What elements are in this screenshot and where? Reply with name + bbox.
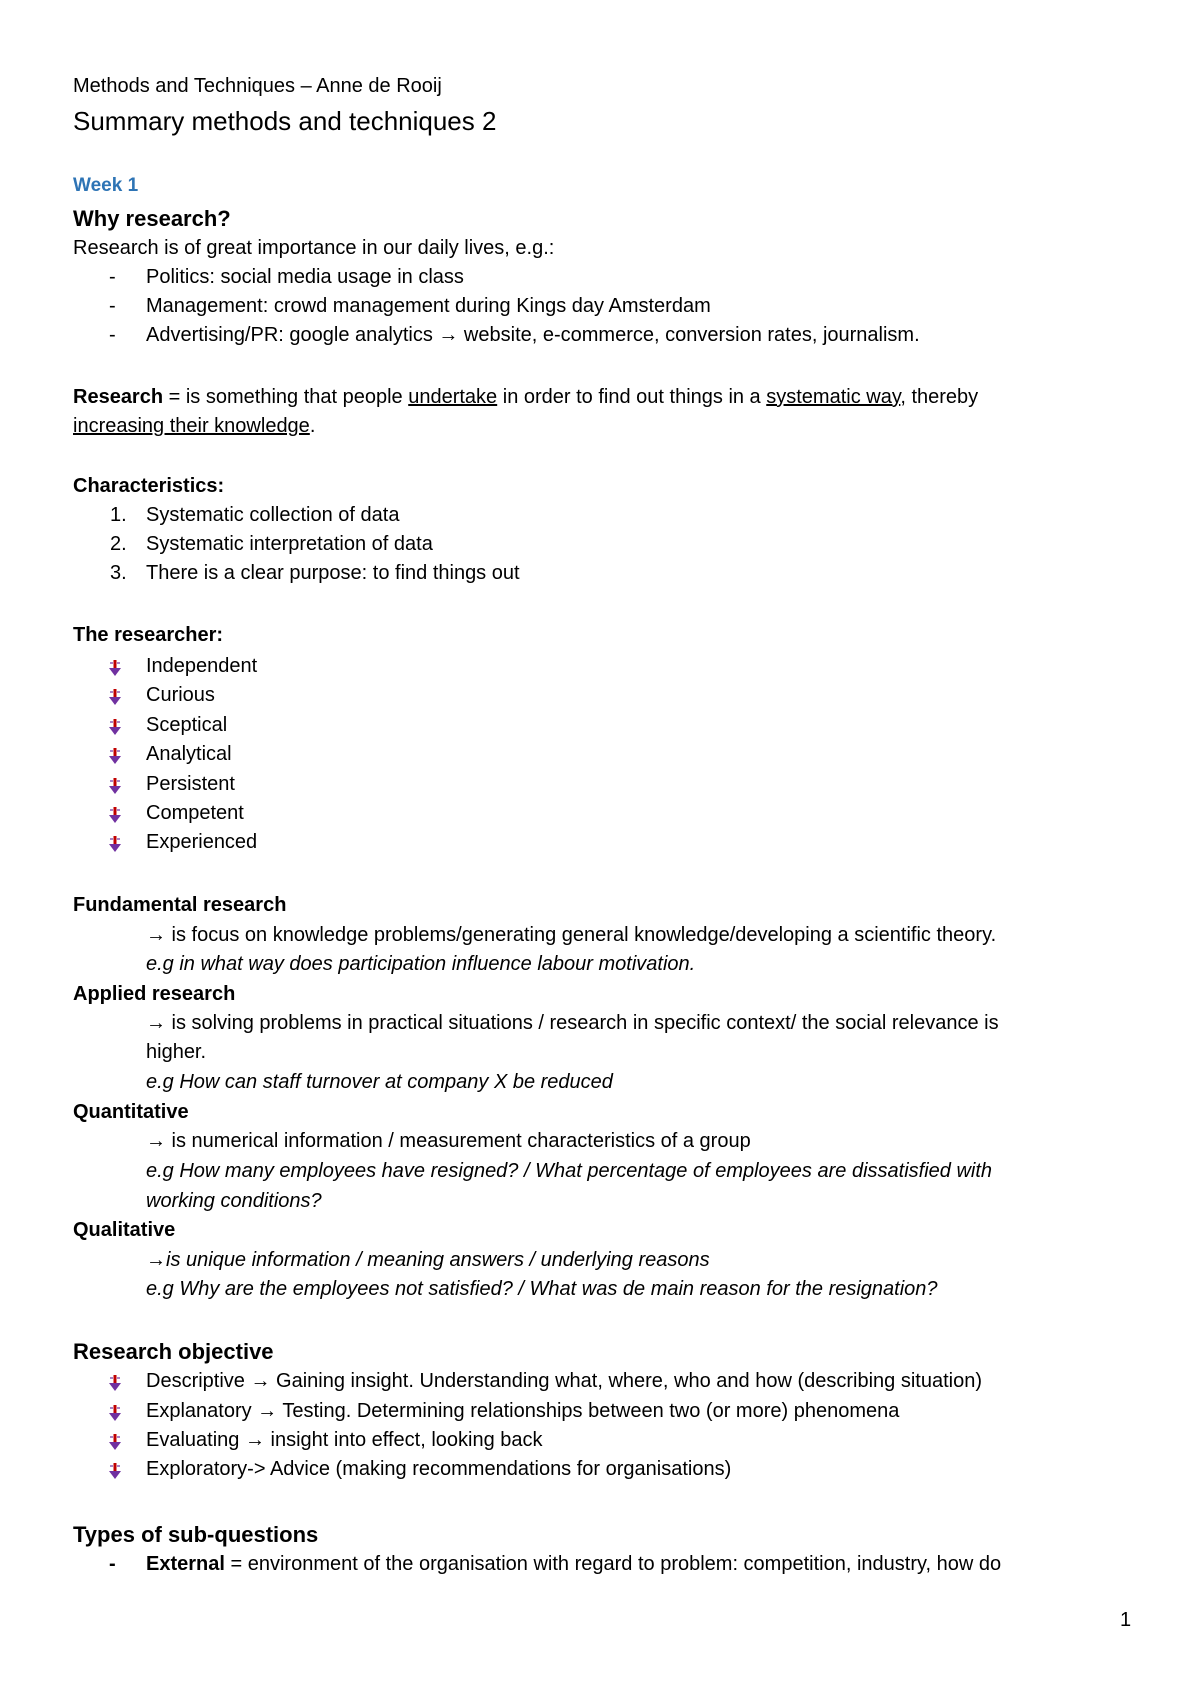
qualitative-heading: Qualitative — [73, 1219, 176, 1241]
research-definition-cont — [73, 414, 315, 438]
definition-text: in order to find out things in a — [497, 386, 767, 408]
down-arrow-bullet-icon — [108, 1462, 122, 1480]
quantitative-example: e.g How many employees have resigned? / What percentage of employees are dissatisfied with — [146, 1160, 993, 1182]
document-title: Summary methods and techniques 2 — [73, 106, 497, 136]
course-header: Methods and Techniques – Anne de Rooij — [73, 75, 442, 97]
down-arrow-bullet-icon — [108, 718, 122, 736]
list-item — [146, 1553, 1001, 1576]
page-number: 1 — [1120, 1609, 1132, 1631]
definition-underlined: systematic way — [766, 386, 901, 408]
list-item: Systematic collection of data — [146, 504, 400, 526]
list-item: Advertising/PR: google analytics → website, e-commerce, conversion rates, journalism. — [146, 324, 920, 346]
list-item: Management: crowd management during Kings day Amsterdam — [146, 295, 711, 317]
list-number: 3. — [110, 562, 127, 584]
list-item: Persistent — [146, 773, 235, 795]
fundamental-heading: Fundamental research — [73, 894, 287, 916]
down-arrow-bullet-icon — [108, 747, 122, 765]
down-arrow-bullet-icon — [108, 1374, 122, 1392]
sub-question-term: External — [146, 1553, 225, 1575]
sub-questions-heading: Types of sub-questions — [73, 1522, 319, 1547]
research-objective-heading: Research objective — [73, 1339, 274, 1364]
list-item: Competent — [146, 802, 244, 824]
down-arrow-bullet-icon — [108, 806, 122, 824]
list-dash: - — [109, 324, 116, 346]
quantitative-desc: → is numerical information / measurement characteristics of a group — [146, 1130, 751, 1152]
fundamental-example: e.g in what way does participation influence labour motivation. — [146, 953, 696, 975]
list-dash: - — [109, 266, 116, 288]
qualitative-desc: →is unique information / meaning answers / underlying reasons — [146, 1249, 710, 1271]
quantitative-heading: Quantitative — [73, 1101, 189, 1123]
list-item: Exploratory-> Advice (making recommendations for organisations) — [146, 1458, 732, 1480]
characteristics-heading: Characteristics: — [73, 475, 225, 497]
definition-underlined: increasing their knowledge — [73, 415, 310, 437]
down-arrow-bullet-icon — [108, 659, 122, 677]
list-item: There is a clear purpose: to find things out — [146, 562, 520, 584]
list-item: Analytical — [146, 743, 232, 765]
definition-term: Research — [73, 386, 164, 408]
list-item: Curious — [146, 684, 215, 706]
researcher-heading: The researcher: — [73, 624, 224, 646]
list-item: Descriptive → Gaining insight. Understanding what, where, who and how (describing situation) — [146, 1370, 982, 1392]
definition-text: , thereby — [900, 386, 979, 408]
down-arrow-bullet-icon — [108, 1433, 122, 1451]
why-research-heading: Why research? — [73, 206, 231, 231]
list-dash: - — [109, 295, 116, 317]
list-item: Independent — [146, 655, 258, 677]
definition-underlined: undertake — [408, 386, 498, 408]
down-arrow-bullet-icon — [108, 1404, 122, 1422]
research-definition — [73, 385, 978, 409]
why-research-intro: Research is of great importance in our daily lives, e.g.: — [73, 237, 555, 259]
down-arrow-bullet-icon — [108, 835, 122, 853]
list-item: Politics: social media usage in class — [146, 266, 464, 288]
down-arrow-bullet-icon — [108, 688, 122, 706]
week-heading: Week 1 — [73, 175, 139, 196]
list-number: 1. — [110, 504, 127, 526]
definition-text: . — [309, 415, 316, 437]
applied-heading: Applied research — [73, 983, 236, 1005]
list-item: Sceptical — [146, 714, 228, 736]
down-arrow-bullet-icon — [108, 777, 122, 795]
applied-desc-cont: higher. — [146, 1041, 207, 1063]
qualitative-example: e.g Why are the employees not satisfied? / What was de main reason for the resignation? — [146, 1278, 938, 1300]
quantitative-example-cont: working conditions? — [146, 1190, 322, 1212]
list-item: Systematic interpretation of data — [146, 533, 433, 555]
applied-example: e.g How can staff turnover at company X be reduced — [146, 1071, 613, 1093]
definition-text: = is something that people — [163, 386, 409, 408]
list-item: Experienced — [146, 831, 258, 853]
sub-question-text: = environment of the organisation with regard to problem: competition, industry, how do — [224, 1553, 1002, 1575]
list-item: Explanatory → Testing. Determining relationships between two (or more) phenomena — [146, 1400, 900, 1422]
fundamental-desc: → is focus on knowledge problems/generating general knowledge/developing a scientific theory. — [146, 924, 997, 946]
list-dash: - — [109, 1553, 116, 1575]
list-item: Evaluating → insight into effect, looking back — [146, 1429, 543, 1451]
list-number: 2. — [110, 533, 127, 555]
applied-desc: → is solving problems in practical situations / research in specific context/ the social relevance is — [146, 1012, 999, 1034]
